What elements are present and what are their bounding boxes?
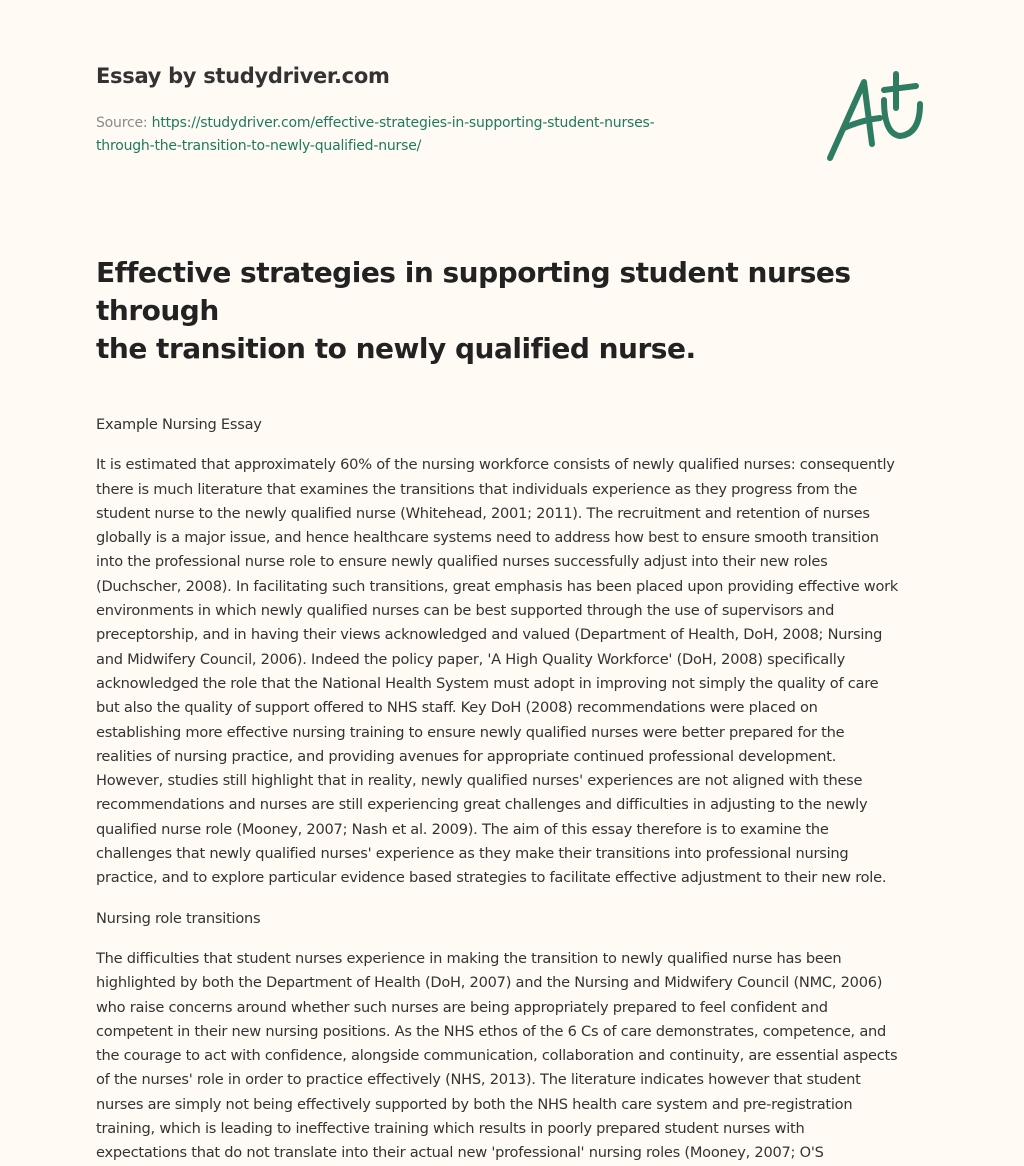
text-line: but also the quality of support offered to NHS staff. Key DoH (2008) recommendations were placed on — [96, 699, 818, 717]
text-line: competent in their new nursing positions. As the NHS ethos of the 6 Cs of care demonstrates, competence, and — [96, 1022, 887, 1040]
source-link[interactable] — [96, 115, 655, 154]
text-line: The difficulties that student nurses experience in making the transition to newly qualified nurse has been — [96, 949, 842, 967]
text-line: acknowledged the role that the National Health System must adopt in improving not simply the quality of care — [96, 674, 879, 692]
text-line: and Midwifery Council, 2006). Indeed the policy paper, 'A High Quality Workforce' (DoH, 2008) specifically — [96, 650, 845, 668]
text-line: training, which is leading to ineffective training which results in poorly prepared student nurses with — [96, 1120, 805, 1138]
text-line: recommendations and nurses are still experiencing great challenges and difficulties in adjusting to the newly — [96, 796, 868, 814]
text-line: of the nurses' role in order to practice effectively (NHS, 2013). The literature indicates however that student — [96, 1071, 861, 1089]
essay-body — [96, 413, 936, 1166]
title-line-2: the transition to newly qualified nurse. — [96, 332, 696, 365]
a-plus-logo-icon — [822, 68, 928, 164]
text-line: who raise concerns around whether such nurses are being appropriately prepared to feel confident and — [96, 998, 828, 1016]
text-line: the courage to act with confidence, alongside communication, collaboration and continuity, are essential aspects — [96, 1047, 898, 1065]
source-label: Source: — [96, 115, 152, 131]
text-line: challenges that newly qualified nurses' experience as they make their transitions into professional nursing — [96, 845, 849, 863]
text-line: qualified nurse role (Mooney, 2007; Nash et al. 2009). The aim of this essay therefore is to examine the — [96, 820, 829, 838]
text-line: Example Nursing Essay — [96, 416, 262, 433]
text-line: Nursing role transitions — [96, 909, 261, 927]
text-line: However, studies still highlight that in reality, newly qualified nurses' experiences are not aligned with these — [96, 772, 863, 790]
section-heading — [96, 907, 936, 931]
site-brand: Essay by studydriver.com — [96, 64, 390, 88]
text-line: there is much literature that examines the transitions that individuals experience as they progress from the — [96, 480, 858, 498]
source-link-line1: https://studydriver.com/effective-strategies-in-supporting-student-nurses- — [151, 115, 655, 131]
text-line: highlighted by both the Department of Health (DoH, 2007) and the Nursing and Midwifery Council (NMC, 2006) — [96, 974, 883, 992]
essay-subtitle — [96, 413, 936, 437]
text-line: environments in which newly qualified nurses can be best supported through the use of supervisors and — [96, 602, 835, 620]
text-line: expectations that do not translate into their actual new 'professional' nursing roles (Mooney, 2007; O'S — [96, 1144, 824, 1162]
text-line: realities of nursing practice, and providing avenues for appropriate continued professional development. — [96, 747, 837, 765]
text-line: practice, and to explore particular evidence based strategies to facilitate effective adjustment to their new role. — [96, 869, 887, 887]
text-line: (Duchscher, 2008). In facilitating such transitions, great emphasis has been placed upon providing effective work — [96, 577, 899, 595]
text-line: establishing more effective nursing training to ensure newly qualified nurses were better prepared for the — [96, 723, 845, 741]
text-line: globally is a major issue, and hence healthcare systems need to address how best to ensure smooth transition — [96, 529, 879, 547]
text-line: into the professional nurse role to ensure newly qualified nurses successfully adjust into their new roles — [96, 553, 828, 571]
text-line: It is estimated that approximately 60% of the nursing workforce consists of newly qualified nurses: consequently — [96, 456, 895, 474]
text-line: nurses are simply not being effectively supported by both the NHS health care system and pre-registration — [96, 1095, 853, 1113]
text-line: preceptorship, and in having their views acknowledged and valued (Department of Health, DoH, 2008; Nursing — [96, 626, 883, 644]
source-line — [96, 112, 736, 158]
essay-title — [96, 254, 936, 368]
source-link-line2: through-the-transition-to-newly-qualified-nurse/ — [96, 138, 422, 154]
text-line: student nurse to the newly qualified nurse (Whitehead, 2001; 2011). The recruitment and retention of nurses — [96, 504, 870, 522]
title-line-1: Effective strategies in supporting student nurses through — [96, 256, 851, 327]
paragraph — [96, 947, 936, 1166]
paragraph — [96, 453, 936, 890]
